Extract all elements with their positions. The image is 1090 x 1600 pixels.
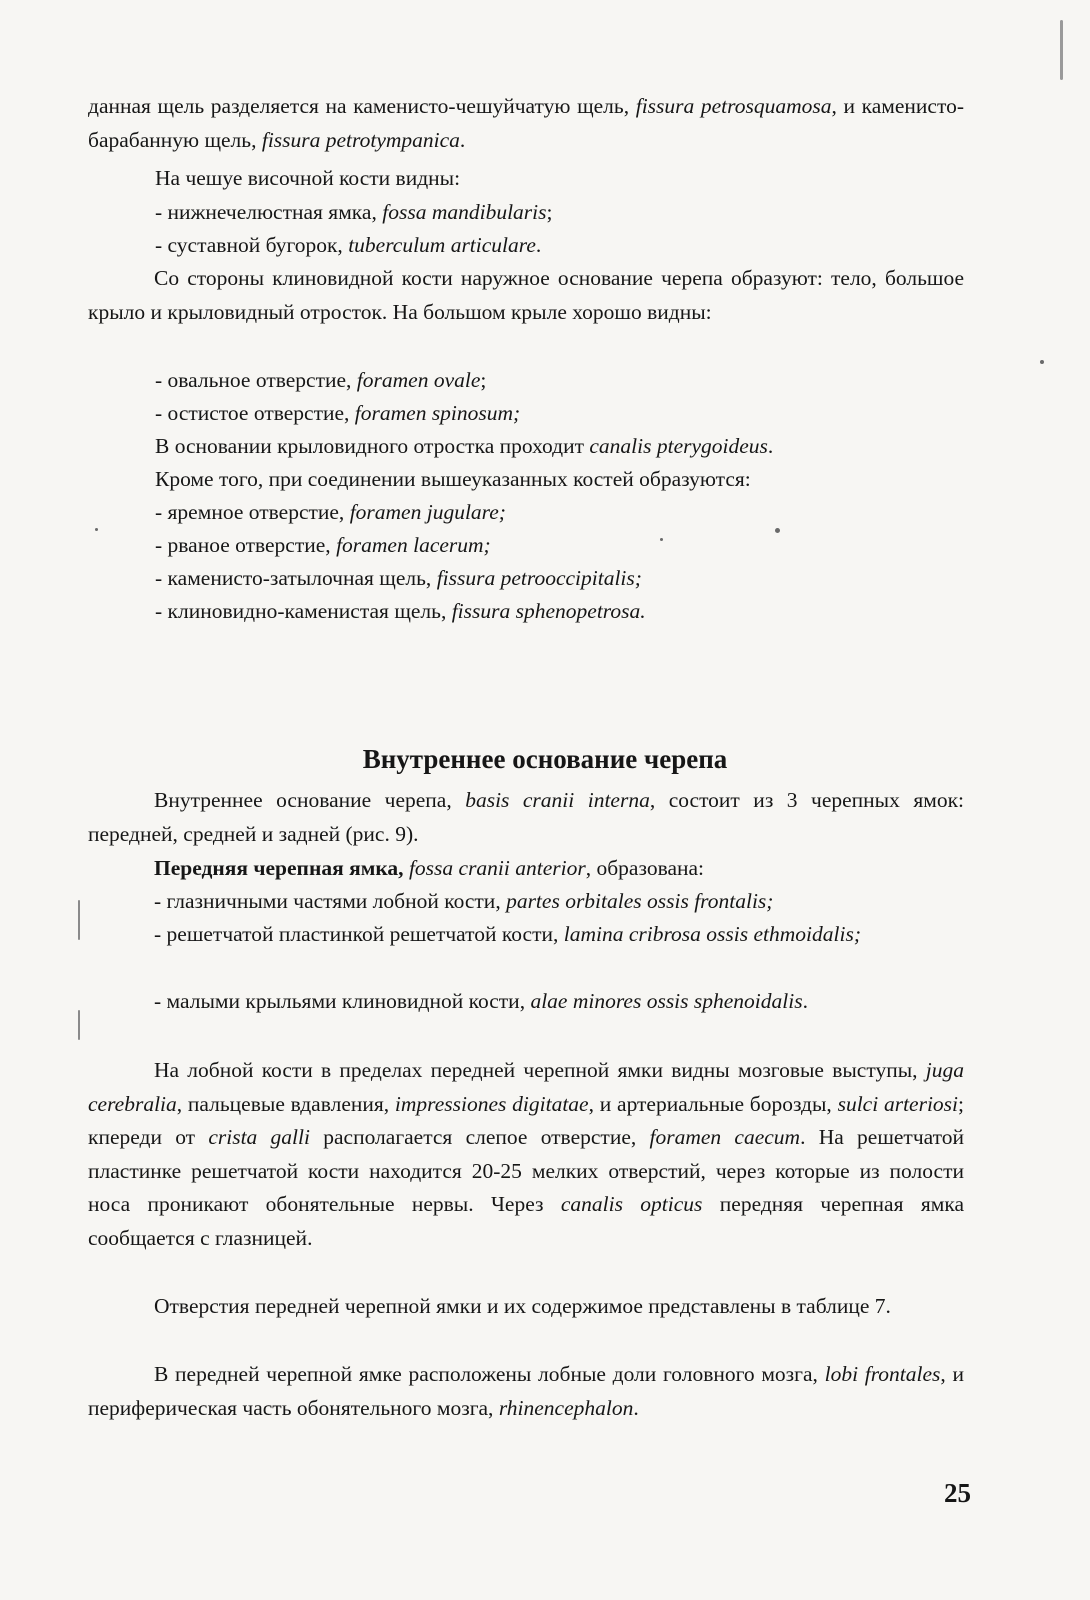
list-item: - остистое отверстие, foramen spinosum; [155,401,521,425]
paragraph-internal-base: Внутреннее основание черепа, basis cranii interna, состоит из 3 черепных ямок: передней, средней и задней (рис. 9). [88,788,965,846]
section-heading: Внутреннее основание черепа [362,744,728,774]
paragraph-table-ref: Отверстия передней черепной ямки и их содержимое представлены в таблице 7. [154,1294,891,1318]
latin-term: fissura petrosquamosa [635,94,832,118]
text: , и каменисто-барабанную щель, [88,94,964,152]
scan-edge-mark [1060,20,1063,80]
list-item: - яремное отверстие, foramen jugulare; [155,500,506,524]
text: На чешуе височной кости видны: [155,166,461,190]
paragraph-anterior-fossa: Передняя черепная ямка, fossa cranii anterior, образована: [154,856,705,880]
paragraph-squama-intro [155,162,975,195]
scan-speck [660,538,663,541]
list-item: - нижнечелюстная ямка, fossa mandibularis; [155,200,553,224]
text: данная щель разделяется на каменисто-чешуйчатую щель, [88,94,636,118]
list-item: - рваное отверстие, foramen lacerum; [155,533,491,557]
list-item: - суставной бугорок, tuberculum articulare. [155,233,542,257]
scan-edge-mark [78,900,80,940]
page-number: 25 [944,1478,971,1508]
paragraph-fissure-division [88,90,964,157]
text: . [459,127,466,152]
scan-edge-mark [78,1010,80,1040]
list-item: - каменисто-затылочная щель, fissura petrooccipitalis; [155,566,642,590]
scan-speck [95,528,98,531]
list-item: - овальное отверстие, foramen ovale; [155,368,487,392]
list-sphenoid-structures [155,364,975,628]
text: Со стороны клиновидной кости наружное основание черепа образуют: тело, большое крыло и крыловидный отросток. На большом крыле хорошо видны: [88,266,964,324]
latin-term: fissura petrotympanica [261,127,460,152]
list-item: В основании крыловидного отростка проходит canalis pterygoideus. [155,434,774,458]
paragraph-sphenoid [88,262,964,329]
scan-speck [1040,360,1044,364]
paragraph-lesser-wings: - малыми крыльями клиновидной кости, alae minores ossis sphenoidalis. [154,989,808,1013]
paragraph-frontal-bone: На лобной кости в пределах передней черепной ямки видны мозговые выступы, juga cerebralia, пальцевые вдавления, impressiones digitatae, и артериальные борозды, sulci arteriosi; кпереди от crista galli располагается слепое отверстие, foramen caecum. На решетчатой пластинке решетчатой кости находится 20-25 мелких отверстий, через которые из полости носа проникают обонятельные нервы. Через canalis opticus передняя черепная ямка сообщается с глазницей. [88,1058,964,1250]
paragraph-orbital-parts: - глазничными частями лобной кости, partes orbitales ossis frontalis; [154,889,774,913]
list-item: Кроме того, при соединении вышеуказанных костей образуются: [155,467,751,491]
scan-speck [775,528,780,533]
list-squama-structures [155,196,975,262]
paragraph-cribriform: - решетчатой пластинкой решетчатой кости, lamina cribrosa ossis ethmoidalis; [154,922,861,946]
paragraph-frontal-lobes: В передней черепной ямке расположены лобные доли головного мозга, lobi frontales, и периферическая часть обонятельного мозга, rhinencephalon. [88,1362,964,1420]
list-item: - клиновидно-каменистая щель, fissura sphenopetrosa. [155,599,646,623]
